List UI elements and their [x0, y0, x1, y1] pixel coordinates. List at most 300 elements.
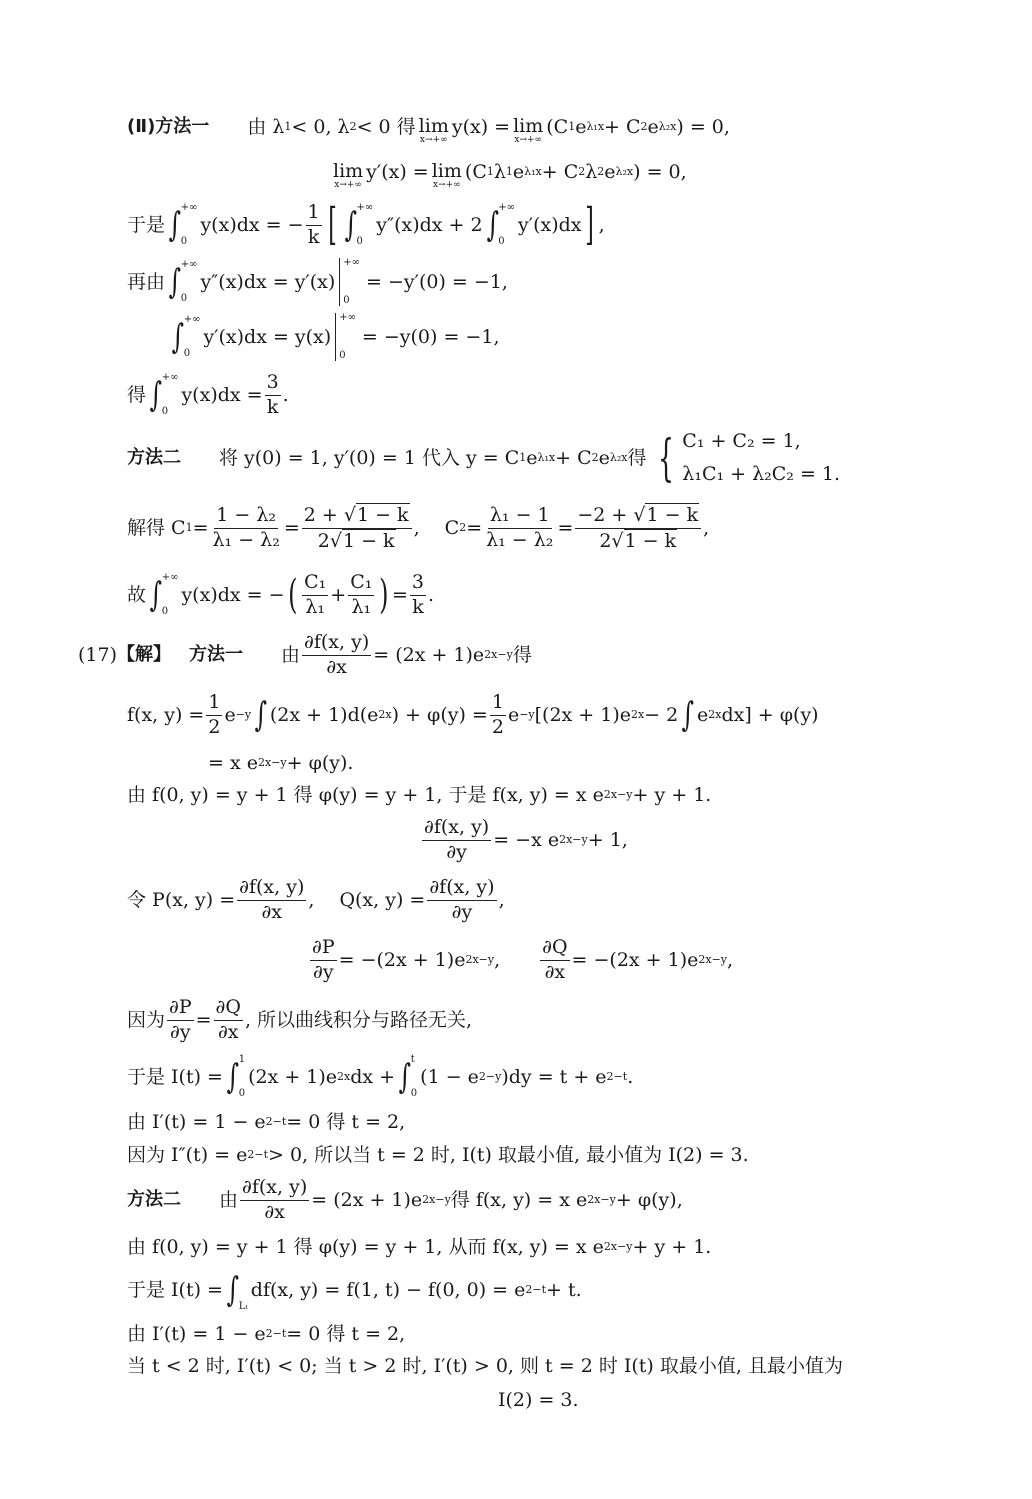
- text-run: (17): [78, 643, 118, 666]
- math-line: $\frac{\partial P}{\partial y}$ = −(2x + 1)e 2x−y , $\frac{\partial Q}{\partial x}$ = −(2x + 1)e 2x−y ,: [312, 935, 734, 983]
- limit: [432, 162, 462, 190]
- square-root: [633, 503, 699, 528]
- lower-limit: 0: [343, 295, 350, 306]
- text-run: ∂x: [326, 655, 347, 678]
- text-run: 于是: [127, 213, 166, 236]
- lim-subscript: x→+∞: [514, 135, 542, 145]
- denominator: [306, 226, 322, 250]
- integral: [252, 693, 267, 737]
- integral-sign-icon: ∫: [226, 1270, 240, 1310]
- fraction: [484, 504, 555, 553]
- integral-limits: [498, 203, 515, 247]
- text-run: 得: [512, 643, 532, 666]
- text-run: =: [557, 516, 574, 539]
- math-line: 由 I′(t) = 1 − e 2−t = 0 得 t = 2,: [127, 1322, 406, 1345]
- text-run: > 0, 所以当 t = 2 时, I(t) 取最小值, 最小值为 I(2) = 3.: [268, 1143, 749, 1166]
- text-run: 1: [208, 690, 221, 713]
- system-equation: λ₁C₁ + λ₂C₂ = 1.: [682, 463, 841, 485]
- radicand: 1 − k: [356, 503, 409, 526]
- text-run: ∂f(x, y): [304, 630, 370, 653]
- text-run: 2: [208, 715, 221, 738]
- text-run: e: [526, 446, 538, 469]
- text-run: 2 +: [303, 503, 344, 526]
- text-run: 1: [307, 200, 320, 223]
- denominator: [484, 529, 555, 553]
- text-run: λ: [585, 160, 598, 183]
- text-run: e: [507, 703, 520, 726]
- upper-limit: +∞: [180, 259, 198, 270]
- math-line: 方法二 将 y(0) = 1, y′(0) = 1 代入 y = C 1 e λ₁x + C 2 e λ₂x 得 { C₁ + C₂ = 1, λ₁C₁ + λ₂C₂ = 1.: [127, 429, 841, 487]
- fraction: [265, 371, 281, 420]
- denominator: [316, 529, 398, 554]
- fraction: [540, 936, 569, 985]
- text-run: )dy = t + e: [501, 1065, 607, 1088]
- fraction: [237, 876, 306, 925]
- text-run: = 0 得 t = 2,: [286, 1322, 406, 1345]
- text-run: = 0 得 t = 2,: [286, 1110, 406, 1133]
- upper-limit: +∞: [161, 372, 179, 383]
- integral-sign-icon: ∫: [168, 205, 182, 245]
- text-run: λ₁ − λ₂: [212, 528, 280, 551]
- bold-heading: (Ⅱ)方法一: [127, 116, 210, 137]
- text-run: λ₁: [351, 595, 372, 618]
- text-run: 由 λ: [209, 115, 285, 138]
- text-run: ∂f(x, y): [429, 875, 495, 898]
- math-line: [127, 995, 473, 1043]
- text-run: 1 − λ₂: [216, 503, 277, 526]
- vertical-bar-icon: [335, 313, 336, 361]
- evaluation-limits: [339, 313, 356, 361]
- fraction: [306, 201, 322, 250]
- text-run: f(x, y) =: [127, 703, 205, 726]
- text-run: ∂y: [313, 960, 334, 983]
- lim-subscript: x→+∞: [419, 135, 448, 145]
- lower-limit: 0: [161, 606, 169, 617]
- equation-system: [650, 429, 841, 487]
- text-run: + C: [604, 115, 641, 138]
- text-run: y(x)dx =: [181, 383, 263, 406]
- text-run: 由 I′(t) = 1 − e: [127, 1322, 266, 1345]
- text-run: ∂P: [169, 995, 192, 1018]
- limit: [333, 162, 363, 190]
- text-run: = −(2x + 1)e: [571, 948, 699, 971]
- text-run: ∂Q: [542, 935, 568, 958]
- fraction: [422, 816, 491, 865]
- bold-heading: 方法二: [127, 447, 181, 468]
- text-run: + φ(y).: [286, 751, 354, 774]
- denominator: [410, 596, 426, 620]
- text-run: C₁: [350, 570, 373, 593]
- denominator: [303, 596, 327, 620]
- numerator: [427, 876, 496, 901]
- radicand: 1 − k: [342, 529, 395, 552]
- numerator: [575, 503, 701, 529]
- numerator: [214, 504, 278, 529]
- math-line: f(x, y) = $\frac{1}{2}$ e −y ∫ (2x + 1)d(e 2x ) + φ(y) = $\frac{1}{2}$ e −y [(2x + 1)e 2x − 2 ∫ e 2x dx] + φ(y): [127, 690, 819, 738]
- math-line: (Ⅱ)方法一 由 λ 1 < 0, λ 2 < 0 得 lim x→+∞ y(x) = lim x→+∞ (C 1 e λ₁x + C 2 e λ₂x ) = 0,: [127, 115, 730, 145]
- math-line: [168, 312, 500, 361]
- radical-sign-icon: √: [329, 529, 342, 552]
- text-run: 由: [243, 643, 301, 666]
- denominator: [324, 656, 349, 680]
- square-root: [344, 503, 410, 528]
- text-run: y(x)dx = −: [181, 583, 285, 606]
- math-line: 因为 I″(t) = e 2−t > 0, 所以当 t = 2 时, I(t) 取最小值, 最小值为 I(2) = 3.: [127, 1143, 749, 1166]
- text-run: + φ(y),: [615, 1188, 683, 1211]
- text-run: .: [428, 583, 435, 606]
- math-line: 于是 I(t) = ∫ 1 0 (2x + 1)e 2x dx + ∫ t 0 (1 − e 2−y )dy = t + e 2−t .: [127, 1054, 634, 1099]
- lower-limit: 0: [183, 348, 191, 359]
- integral: [147, 573, 178, 617]
- text-run: df(x, y) = f(1, t) − f(0, 0) = e: [250, 1278, 526, 1301]
- integral-sign-icon: ∫: [226, 1057, 240, 1097]
- text-run: (C: [464, 160, 487, 183]
- text-run: 因为: [127, 1008, 166, 1031]
- numerator: [302, 631, 371, 656]
- integral-sign-icon: ∫: [486, 205, 499, 245]
- integral: [224, 1268, 248, 1312]
- system-equation: C₁ + C₂ = 1,: [682, 430, 801, 452]
- text-run: ∂y: [446, 840, 467, 863]
- text-run: ∂f(x, y): [239, 875, 305, 898]
- math-line: [127, 257, 508, 306]
- math-line: 由 f(0, y) = y + 1 得 φ(y) = y + 1, 于是 f(x, y) = x e 2x−y + y + 1.: [127, 783, 712, 806]
- text-run: 再由: [127, 270, 166, 293]
- upper-limit: 1: [238, 1054, 246, 1065]
- text-run: (C: [546, 115, 569, 138]
- evaluation-limits: [343, 258, 360, 306]
- fraction: [167, 996, 194, 1045]
- text-run: y″(x)dx + 2: [376, 213, 483, 236]
- fraction: [302, 631, 371, 680]
- denominator: [349, 596, 373, 620]
- integral-limits: [357, 203, 374, 247]
- text-run: 1: [491, 690, 504, 713]
- integral-limits: [184, 315, 201, 359]
- text-run: ∂Q: [215, 995, 241, 1018]
- lower-limit: 0: [410, 1088, 418, 1099]
- lim-subscript: x→+∞: [334, 180, 362, 190]
- text-run: =: [283, 516, 300, 539]
- lim-label: lim: [418, 115, 449, 137]
- fraction: [575, 503, 701, 554]
- paren: ): [379, 572, 389, 618]
- numerator: [490, 691, 506, 716]
- integral: [679, 693, 694, 737]
- denominator: [262, 1201, 287, 1225]
- numerator: [214, 996, 243, 1021]
- fraction: [310, 936, 337, 985]
- text-run: C₁: [304, 570, 327, 593]
- text-run: ∂x: [217, 1020, 239, 1043]
- math-line: [498, 1384, 579, 1416]
- radicand: 1 − k: [624, 529, 677, 552]
- math-line: 解得 C 1 = $\frac{\text{1 − λ₂}}{\text{λ₁ − λ₂}}$ = 2 + √ 1 − k 2 √ 1 − k , C 2 = $\frac{\text{λ₁ − 1}}{\text{λ₁ − λ₂}}$ = −2 + √ 1 − k 2 √ 1 − k ,: [127, 503, 710, 552]
- text-run: 2: [599, 529, 612, 552]
- text-run: 解得 C: [127, 516, 186, 539]
- lower-limit: 0: [356, 236, 363, 247]
- text-run: ∂x: [264, 1200, 285, 1223]
- denominator: [490, 716, 506, 740]
- text-run: = −(2x + 1)e: [338, 948, 466, 971]
- text-run: 将 y(0) = 1, y′(0) = 1 代入 y = C: [181, 446, 520, 469]
- integral-sign-icon: ∫: [171, 317, 185, 357]
- math-line: 方法二 由 $\frac{\partial f(x, y)}{\partial x}$ = (2x + 1)e 2x−y 得 f(x, y) = x e 2x−y + φ(y),: [127, 1175, 683, 1223]
- text-run: + C: [541, 160, 579, 183]
- text-run: 得: [627, 446, 647, 469]
- radicand: 1 − k: [646, 503, 699, 526]
- integral-sign-icon: ∫: [149, 575, 163, 615]
- text-run: ,: [494, 948, 539, 971]
- math-line: = x e 2x−y + φ(y).: [208, 751, 354, 774]
- fraction: [214, 996, 243, 1045]
- text-run: dx +: [350, 1065, 396, 1088]
- integral: [484, 203, 515, 247]
- text-run: (2x + 1)d(e: [269, 703, 379, 726]
- text-run: ) + φ(y) =: [391, 703, 488, 726]
- lim-label: lim: [333, 160, 364, 182]
- integral-limits: [239, 1055, 245, 1099]
- lower-limit: 0: [498, 236, 505, 247]
- limit: [419, 117, 449, 145]
- text-run: = x e: [208, 751, 258, 774]
- lower-limit: 0: [180, 293, 188, 304]
- text-run: y′(x) =: [366, 160, 429, 183]
- text-run: 由 I′(t) = 1 − e: [127, 1110, 266, 1133]
- text-run: ∂P: [312, 935, 335, 958]
- text-run: 得: [127, 383, 147, 406]
- text-run: =: [466, 516, 483, 539]
- text-run: 令 P(x, y) =: [127, 888, 236, 911]
- text-run: = −x e: [493, 828, 560, 851]
- fraction: [302, 571, 328, 620]
- bracket: [: [327, 199, 337, 250]
- vertical-bar-icon: [339, 258, 340, 306]
- lower-limit: 0: [180, 236, 188, 247]
- text-run: (1 − e: [420, 1065, 479, 1088]
- evaluation-bar: [335, 313, 356, 361]
- integral: [342, 203, 373, 247]
- text-run: = −y(0) = −1,: [361, 325, 500, 348]
- math-line: 由 I′(t) = 1 − e 2−t = 0 得 t = 2,: [127, 1110, 406, 1133]
- integral-sign-icon: ∫: [254, 695, 268, 735]
- paren: (: [287, 572, 298, 618]
- fraction: [302, 503, 412, 554]
- text-run: = −y′(0) = −1,: [366, 270, 508, 293]
- numerator: [306, 201, 322, 226]
- text-run: 3: [411, 570, 424, 593]
- text-run: .: [627, 1065, 634, 1088]
- denominator: [216, 1021, 241, 1045]
- fraction: [240, 1176, 309, 1225]
- integral: [224, 1055, 245, 1099]
- fraction: [211, 504, 282, 553]
- text-run: < 0 得: [356, 115, 416, 138]
- text-run: < 0, λ: [291, 115, 350, 138]
- math-line: [127, 875, 505, 923]
- bold-heading: 方法一: [171, 644, 244, 665]
- text-run: 3: [266, 370, 279, 393]
- text-run: ∂x: [544, 960, 566, 983]
- limit: [513, 117, 543, 145]
- text-run: y(x)dx = −: [200, 213, 304, 236]
- text-run: 由: [181, 1188, 239, 1211]
- numerator: [488, 504, 552, 529]
- math-line: 于是 I(t) = ∫ Lₜ df(x, y) = f(1, t) − f(0, 0) = e 2−t + t.: [127, 1270, 582, 1312]
- text-run: + y + 1.: [632, 1235, 712, 1258]
- radical-sign-icon: √: [343, 503, 356, 526]
- upper-limit: +∞: [183, 314, 201, 325]
- radical-sign-icon: √: [633, 503, 646, 526]
- text-run: I(2) = 3.: [498, 1388, 579, 1411]
- numerator: [265, 371, 281, 396]
- numerator: [206, 691, 222, 716]
- text-run: , Q(x, y) =: [308, 888, 426, 911]
- denominator: [211, 529, 282, 553]
- text-run: ∂f(x, y): [242, 1175, 308, 1198]
- math-line: (17) 【解】 方法一 由 $\frac{\partial f(x, y)}{\partial x}$ = (2x + 1)e 2x−y 得: [78, 630, 532, 678]
- numerator: [167, 996, 194, 1021]
- integral-sign-icon: ∫: [344, 205, 357, 245]
- denominator: [450, 901, 475, 925]
- numerator: [302, 571, 328, 596]
- text-run: y″(x)dx = y′(x): [200, 270, 336, 293]
- text-run: dx] + φ(y): [721, 703, 819, 726]
- integral: [396, 1055, 417, 1099]
- lim-label: lim: [513, 115, 544, 137]
- fraction: [490, 691, 506, 740]
- integral-limits: [162, 573, 179, 617]
- numerator: [410, 571, 426, 596]
- text-run: , C: [413, 516, 460, 539]
- text-run: [(2x + 1)e: [534, 703, 631, 726]
- text-run: +: [330, 583, 347, 606]
- text-run: ,: [598, 213, 605, 236]
- integral: [166, 260, 197, 304]
- bold-heading: 【解】: [117, 644, 172, 665]
- text-run: 于是 I(t) =: [127, 1278, 223, 1301]
- math-line: [127, 199, 605, 250]
- integral: [166, 203, 197, 247]
- numerator: [240, 1176, 309, 1201]
- text-run: e: [512, 160, 525, 183]
- integral-limits: [181, 260, 198, 304]
- lower-limit: 0: [339, 350, 346, 361]
- text-run: ,: [727, 948, 734, 971]
- text-run: y′(x)dx = y(x): [203, 325, 332, 348]
- text-run: =: [192, 516, 209, 539]
- text-run: k: [412, 595, 424, 618]
- text-run: = (2x + 1)e: [373, 643, 485, 666]
- text-run: + y + 1.: [632, 783, 712, 806]
- integral-limits: [162, 373, 179, 417]
- numerator: [348, 571, 374, 596]
- upper-limit: +∞: [161, 572, 179, 583]
- integral-limits: [239, 1268, 248, 1312]
- integral-limits: [181, 203, 198, 247]
- bold-heading: 方法二: [127, 1189, 181, 1210]
- text-run: ) = 0,: [633, 160, 687, 183]
- text-run: 当 t < 2 时, I′(t) < 0; 当 t > 2 时, I′(t) > 0, 则 t = 2 时 I(t) 取最小值, 且最小值为: [127, 1354, 843, 1377]
- text-run: ,: [498, 888, 505, 911]
- integral-sign-icon: ∫: [149, 375, 163, 415]
- integral-limits: [411, 1055, 417, 1099]
- text-run: λ₁: [305, 595, 326, 618]
- fraction: [348, 571, 374, 620]
- denominator: [206, 716, 222, 740]
- text-run: λ₁ − λ₂: [486, 528, 554, 551]
- text-run: e: [598, 446, 610, 469]
- integral: [147, 373, 178, 417]
- lower-limit: Lₜ: [238, 1301, 248, 1312]
- square-root: [611, 529, 677, 554]
- text-run: − 2: [644, 703, 679, 726]
- upper-limit: t: [410, 1054, 415, 1065]
- denominator: [265, 396, 281, 420]
- lower-limit: 0: [161, 406, 169, 417]
- denominator: [168, 1021, 193, 1045]
- text-run: y(x) =: [451, 115, 511, 138]
- text-run: −2 +: [577, 503, 634, 526]
- numerator: [237, 876, 306, 901]
- numerator: [540, 936, 569, 961]
- denominator: [259, 901, 284, 925]
- integral-sign-icon: ∫: [398, 1057, 412, 1097]
- integral-sign-icon: ∫: [681, 695, 695, 735]
- fraction: [427, 876, 496, 925]
- math-line: [127, 570, 435, 618]
- text-run: 于是 I(t) =: [127, 1065, 223, 1088]
- upper-limit: +∞: [180, 202, 198, 213]
- text-run: e: [696, 703, 709, 726]
- numerator: [422, 816, 491, 841]
- text-run: 由 f(0, y) = y + 1 得 φ(y) = y + 1, 于是 f(x, y) = x e: [127, 783, 604, 806]
- lim-subscript: x→+∞: [432, 180, 461, 190]
- text-run: λ₁ − 1: [489, 503, 550, 526]
- text-run: ∂y: [170, 1020, 191, 1043]
- denominator: [444, 841, 469, 865]
- text-run: 2: [491, 715, 504, 738]
- text-run: , 所以曲线积分与路径无关,: [244, 1008, 473, 1031]
- fraction: [206, 691, 222, 740]
- upper-limit: +∞: [339, 312, 356, 323]
- denominator: [597, 529, 679, 554]
- text-run: 由 f(0, y) = y + 1 得 φ(y) = y + 1, 从而 f(x, y) = x e: [127, 1235, 604, 1258]
- text-run: e: [224, 703, 236, 726]
- text-run: (2x + 1)e: [248, 1065, 338, 1088]
- text-run: =: [391, 583, 408, 606]
- text-run: ∂f(x, y): [424, 815, 490, 838]
- text-run: 得 f(x, y) = x e: [450, 1188, 588, 1211]
- upper-limit: +∞: [356, 202, 374, 213]
- text-run: ∂x: [261, 900, 283, 923]
- denominator: [543, 961, 568, 985]
- math-line: $\frac{\partial f(x, y)}{\partial y}$ = −x e 2x−y + 1,: [424, 815, 628, 863]
- text-run: + C: [555, 446, 592, 469]
- lim-label: lim: [431, 160, 462, 182]
- text-run: ∂y: [451, 900, 473, 923]
- bracket: ]: [585, 199, 595, 250]
- math-line: lim x→+∞ y′(x) = lim x→+∞ (C 1 λ 1 e λ₁x + C 2 λ 2 e λ₂x ) = 0,: [333, 160, 687, 190]
- evaluation-bar: [339, 258, 360, 306]
- text-run: e: [575, 115, 587, 138]
- text-run: .: [282, 383, 289, 406]
- integral-sign-icon: ∫: [168, 262, 182, 302]
- text-run: 因为 I″(t) = e: [127, 1143, 248, 1166]
- denominator: [311, 961, 336, 985]
- lower-limit: 0: [238, 1088, 246, 1099]
- text-run: ,: [703, 516, 710, 539]
